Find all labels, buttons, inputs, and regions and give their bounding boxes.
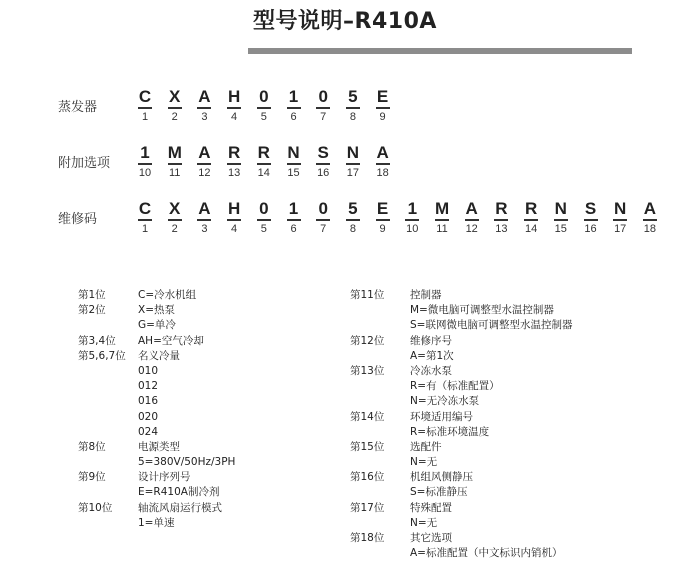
code-char: A <box>643 200 657 221</box>
code-cell <box>219 144 249 180</box>
code-char: N <box>346 144 360 165</box>
code-position-number: 17 <box>614 223 627 235</box>
code-cell <box>279 144 309 180</box>
spec-position: 第13位 <box>350 364 385 377</box>
code-char: S <box>584 200 598 221</box>
code-position-number: 6 <box>290 111 297 123</box>
code-position-number: 3 <box>201 223 208 235</box>
code-cell <box>338 88 368 124</box>
code-char: 1 <box>287 88 301 109</box>
spec-description: N=无冷冻水泵 <box>410 395 480 408</box>
spec-description: 轴流风扇运行模式 <box>138 501 222 514</box>
spec-description: 环境适用编号 <box>410 410 473 423</box>
code-cell <box>368 144 398 180</box>
code-cell <box>279 200 309 236</box>
spec-description: 012 <box>138 380 159 393</box>
code-cell <box>219 200 249 236</box>
spec-description: X=热泵 <box>138 304 175 317</box>
code-cell <box>457 200 487 236</box>
code-char: R <box>494 200 508 221</box>
code-char: N <box>287 144 301 165</box>
code-char: A <box>197 88 211 109</box>
code-char: A <box>197 144 211 165</box>
code-position-number: 11 <box>436 223 448 235</box>
spec-description: 设计序列号 <box>138 471 191 484</box>
spec-description: 选配件 <box>410 440 442 453</box>
code-position-number: 9 <box>379 223 386 235</box>
spec-position: 第16位 <box>350 471 385 484</box>
spec-description: R=标准环境温度 <box>410 425 490 438</box>
code-char: R <box>524 200 538 221</box>
code-char: R <box>227 144 241 165</box>
code-char: 5 <box>346 200 360 221</box>
code-position-number: 18 <box>643 223 657 235</box>
spec-position: 第9位 <box>78 471 106 484</box>
code-position-number: 1 <box>141 223 149 235</box>
code-position-number: 16 <box>584 223 597 235</box>
code-cell <box>249 88 279 124</box>
code-position-number: 7 <box>320 111 327 123</box>
code-position-number: 5 <box>260 223 267 235</box>
code-char: 1 <box>405 200 419 221</box>
code-cell <box>279 88 309 124</box>
spec-description: 其它选项 <box>410 532 452 544</box>
code-cell <box>427 200 457 236</box>
code-cell <box>249 144 279 180</box>
spec-description: S=标准静压 <box>410 486 468 499</box>
code-cell <box>308 200 338 236</box>
code-char: 0 <box>257 88 271 109</box>
code-char: M <box>168 144 182 165</box>
code-position-number: 9 <box>379 111 386 123</box>
code-char: 0 <box>257 200 271 221</box>
spec-description: 5=380V/50Hz/3PH <box>138 456 236 469</box>
spec-description: A=第1次 <box>410 349 454 362</box>
spec-description: 电源类型 <box>138 440 180 453</box>
spec-description: S=联网微电脑可调整型水温控制器 <box>410 319 573 332</box>
spec-position: 第5,6,7位 <box>78 349 126 362</box>
code-position-number: 15 <box>287 167 300 179</box>
spec-description: N=无 <box>410 516 438 529</box>
code-char: A <box>376 144 390 165</box>
code-char: A <box>197 200 211 221</box>
code-char: H <box>227 200 241 221</box>
spec-description: N=无 <box>410 456 438 469</box>
code-char: X <box>168 88 182 109</box>
code-cell <box>189 88 219 124</box>
code-cell <box>219 88 249 124</box>
spec-position: 第17位 <box>350 501 385 514</box>
spec-description: 010 <box>138 364 159 377</box>
code-char: C <box>138 200 152 221</box>
title-underline-bar <box>248 48 632 54</box>
page-title: 型号说明–R410A <box>253 9 437 34</box>
code-char: C <box>138 88 152 109</box>
code-position-number: 4 <box>231 111 238 123</box>
code-position-number: 6 <box>290 223 297 235</box>
spec-description: 控制器 <box>410 289 442 301</box>
spec-description: AH=空气冷却 <box>138 334 204 347</box>
code-cell <box>189 200 219 236</box>
code-position-number: 15 <box>554 223 567 235</box>
code-char: N <box>613 200 627 221</box>
spec-description: R=有（标准配置） <box>410 380 500 393</box>
code-char: 5 <box>346 88 360 109</box>
code-position-number: 5 <box>260 111 267 123</box>
code-char: M <box>435 200 449 221</box>
code-position-number: 10 <box>138 167 152 179</box>
code-position-number: 8 <box>349 223 356 235</box>
code-cell <box>160 200 190 236</box>
code-position-number: 17 <box>346 167 360 179</box>
spec-position: 第12位 <box>350 334 385 347</box>
spec-position: 第8位 <box>78 440 106 453</box>
code-char: N <box>554 200 568 221</box>
spec-description: 冷冻水泵 <box>410 364 452 377</box>
spec-position: 第3,4位 <box>78 334 116 347</box>
code-position-number: 2 <box>171 223 178 235</box>
code-position-number: 12 <box>465 223 478 235</box>
code-char: X <box>168 200 182 221</box>
code-cell <box>338 144 368 180</box>
row-label-service: 维修码 <box>58 212 98 227</box>
code-cell <box>189 144 219 180</box>
code-char: 0 <box>316 200 330 221</box>
spec-description: 维修序号 <box>410 334 452 347</box>
spec-description: C=冷水机组 <box>138 289 197 301</box>
code-position-number: 14 <box>524 223 538 235</box>
spec-description: 016 <box>138 395 159 408</box>
code-cell <box>368 88 398 124</box>
code-position-number: 4 <box>231 223 238 235</box>
code-cell <box>516 200 546 236</box>
code-position-number: 3 <box>201 111 208 123</box>
code-cell <box>130 88 160 124</box>
spec-position: 第14位 <box>350 410 385 423</box>
spec-description: 024 <box>138 425 159 438</box>
row-label-evaporator: 蒸发器 <box>58 100 98 115</box>
code-cell <box>397 200 427 236</box>
code-cell <box>605 200 635 236</box>
code-char: 1 <box>138 144 152 165</box>
spec-position: 第11位 <box>350 289 385 301</box>
code-position-number: 10 <box>406 223 419 235</box>
code-cell <box>635 200 665 236</box>
code-position-number: 13 <box>495 223 508 235</box>
code-position-number: 2 <box>171 111 178 123</box>
code-cell <box>308 144 338 180</box>
code-position-number: 14 <box>257 167 270 179</box>
code-char: E <box>376 200 390 221</box>
spec-position: 第15位 <box>350 440 385 453</box>
code-cell <box>130 144 160 180</box>
spec-position: 第18位 <box>350 532 385 544</box>
code-position-number: 7 <box>320 223 327 235</box>
code-cell <box>308 88 338 124</box>
spec-description: A=标准配置（中文标识内销机） <box>410 547 563 560</box>
code-position-number: 13 <box>227 167 241 179</box>
spec-description: 020 <box>138 410 159 423</box>
spec-position: 第1位 <box>78 289 106 301</box>
spec-position: 第10位 <box>78 501 113 514</box>
code-position-number: 1 <box>141 111 149 123</box>
code-char: 0 <box>316 88 330 109</box>
code-cell <box>486 200 516 236</box>
code-cell <box>576 200 606 236</box>
code-char: R <box>257 144 271 165</box>
code-cell <box>249 200 279 236</box>
spec-description: M=微电脑可调整型水温控制器 <box>410 304 554 317</box>
spec-description: G=单冷 <box>138 319 176 332</box>
code-char: S <box>316 144 330 165</box>
spec-description: 1=单速 <box>138 516 175 529</box>
spec-description: 特殊配置 <box>410 501 452 514</box>
code-char: H <box>227 88 241 109</box>
code-char: A <box>465 200 479 221</box>
code-char: 1 <box>287 200 301 221</box>
row-label-options: 附加选项 <box>58 156 111 171</box>
code-cell <box>160 144 190 180</box>
code-cell <box>546 200 576 236</box>
spec-description: E=R410A制冷剂 <box>138 486 220 499</box>
code-cell <box>368 200 398 236</box>
code-cell <box>338 200 368 236</box>
spec-description: 机组风侧静压 <box>410 471 473 484</box>
code-position-number: 12 <box>198 167 211 179</box>
code-cell <box>160 88 190 124</box>
code-position-number: 18 <box>376 167 389 179</box>
code-position-number: 16 <box>317 167 330 179</box>
code-char: E <box>376 88 390 109</box>
spec-description: 名义冷量 <box>138 349 180 362</box>
spec-position: 第2位 <box>78 304 106 317</box>
code-position-number: 11 <box>168 167 181 179</box>
code-position-number: 8 <box>349 111 356 123</box>
code-cell <box>130 200 160 236</box>
